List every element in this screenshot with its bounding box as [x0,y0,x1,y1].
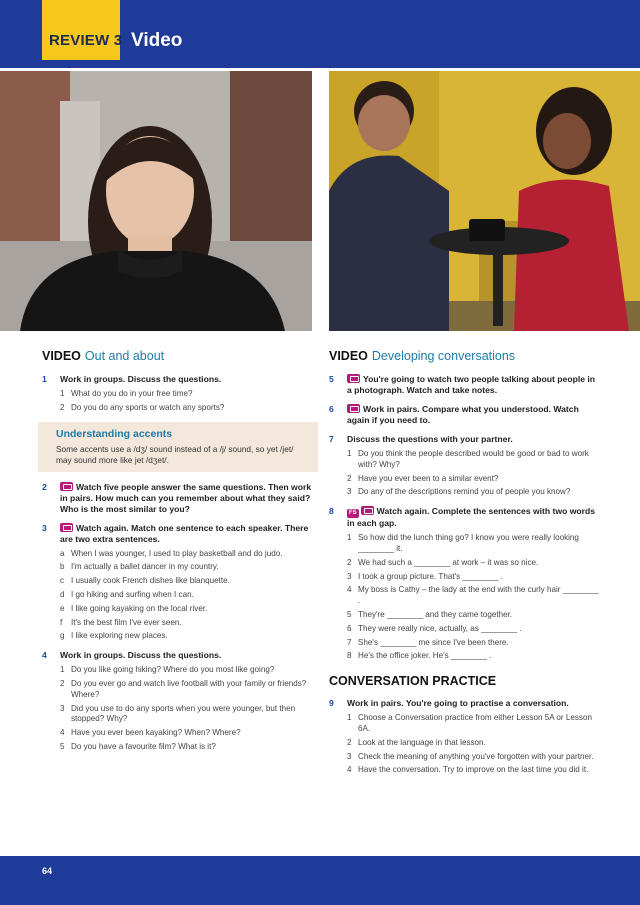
list-item: 4 My boss is Cathy – the lady at the end with the curly hair ________ . [347,585,599,606]
photo-two-people-talking [329,71,640,331]
exercise-3 [42,523,314,643]
box-text: Some accents use a /dʒ/ sound instead of a /j/ sound, so yet /jet/ may sound more like jet /dʒet/. [56,443,294,465]
list-item: 8 He's the office joker. He's ________ . [347,651,492,661]
video-icon [60,523,73,532]
exercise-number: 5 [329,374,334,384]
exercise-5 [329,374,601,396]
section-heading-out-and-about: VIDEO Out and about [42,349,165,363]
exercise-instruction: Work in pairs. Compare what you understood. Watch again if you need to. [347,404,579,425]
photo-young-woman [0,71,312,331]
list-item: c I usually cook French dishes like blanquette. [60,576,230,586]
exercise-list [347,713,601,776]
exercise-6 [329,404,601,426]
understanding-accents-box [38,422,318,472]
list-item: f It's the best film I've ever seen. [60,617,182,627]
exercise-instruction: Watch again. Match one sentence to each speaker. There are two extra sentences. [60,522,309,544]
exercise-number: 4 [42,650,47,661]
exercise-1 [42,374,314,414]
footer-band [0,856,640,905]
list-item: 3 I took a group picture. That's ________ . [347,571,503,581]
exercise-instruction: Work in pairs. You're going to practise a conversation. [347,698,569,709]
conversation-practice-heading: CONVERSATION PRACTICE [329,674,497,689]
list-item: 6 They were really nice, actually, as ________ . [347,623,522,633]
exercise-list [60,665,314,753]
exercise-number: 3 [42,522,47,533]
page-number: 64 [42,866,53,876]
list-item: b I'm actually a ballet dancer in my country. [60,562,219,572]
exercise-instruction: Work in groups. Discuss the questions. [60,650,222,661]
list-item: 3 Check the meaning of anything you've forgotten with your partner. [347,751,594,761]
list-item: 1 Choose a Conversation practice from either Lesson 5A or Lesson 6A. [347,713,592,733]
list-item: 2 Do you do any sports or watch any sports? [60,402,225,412]
list-item: g I like exploring new places. [60,631,168,641]
list-item: 3 Did you use to do any sports when you were younger, but then stopped? Why? [60,703,296,724]
exercise-number: 8 [329,506,334,517]
list-item: a When I was younger, I used to play basketball and do judo. [60,548,283,558]
list-item: 2 We had such a ________ at work – it was so nice. [347,557,539,567]
exercise-list [347,533,601,662]
video-icon [347,404,360,413]
right-column [329,348,601,784]
list-item: 5 They're ________ and they came together. [347,609,513,619]
list-item: 4 Have you ever been kayaking? When? Where? [60,728,241,738]
section-heading-developing-conversations: VIDEO Developing conversations [329,349,516,363]
exercise-instruction: Watch five people answer the same questions. Then work in pairs. How much can you remember about what they said? Who is the most similar to you? [60,481,312,514]
list-item: 5 Do you have a favourite film? What is it? [60,741,216,751]
exercise-instruction: Work in groups. Discuss the questions. [60,374,222,384]
exercise-number: 9 [329,698,334,709]
list-item: 7 She's ________ me since I've been there. [347,637,509,647]
list-item: 2 Look at the language in that lesson. [347,737,486,747]
exercise-list [60,389,314,414]
exercise-9 [329,698,601,776]
exercise-2 [42,482,314,515]
list-item: 4 Have the conversation. Try to improve on the last time you did it. [347,765,589,775]
review-label: REVIEW 3 [49,32,123,49]
video-icon [60,482,73,491]
video-icon [361,506,374,515]
list-item: d I go hiking and surfing when I can. [60,589,194,599]
exercise-number: 1 [42,374,47,384]
list-item: 2 Do you ever go and watch live football with your family or friends? Where? [60,678,307,699]
exercise-number: 6 [329,404,334,414]
video-icon [347,374,360,383]
list-item: 3 Do any of the descriptions remind you of people you know? [347,487,571,497]
left-column [42,348,314,761]
exercise-number: 2 [42,481,47,492]
exercise-instruction: Discuss the questions with your partner. [347,434,513,444]
exercise-instruction: Watch again. Complete the sentences with two words in each gap. [347,506,596,529]
exercise-number: 7 [329,434,334,444]
exercise-instruction: You're going to watch two people talking about people in a photograph. Watch and take notes. [347,374,596,395]
list-item: 1 What do you do in your free time? [60,389,193,398]
list-item: 2 Have you ever been to a similar event? [347,473,499,483]
list-item: 1 Do you like going hiking? Where do you most like going? [60,665,275,675]
list-item: 1 So how did the lunch thing go? I know you were really looking ________ it. [347,533,579,553]
page-title: Video [131,30,183,51]
exercise-8 [329,506,601,662]
list-item: 1 Do you think the people described would be good or bad to work with? Why? [347,449,589,469]
box-title: Understanding accents [56,427,173,440]
fs-badge: FS [349,510,357,517]
review-tab [42,0,123,60]
exercise-list [347,449,601,498]
exercise-7 [329,434,601,498]
exercise-list [60,549,314,643]
list-item: e I like going kayaking on the local river. [60,603,208,613]
exercise-4 [42,650,314,753]
